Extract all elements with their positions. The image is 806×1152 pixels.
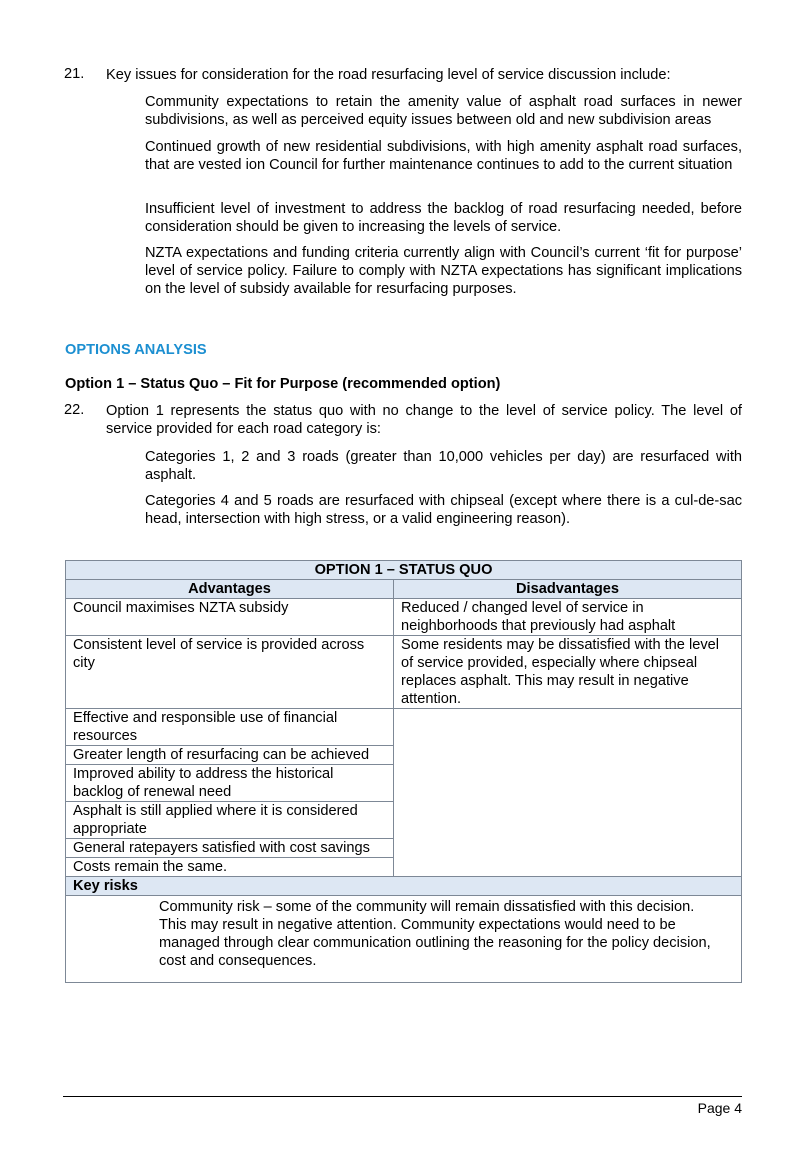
para-21-bullet-2: Continued growth of new residential subdivisions, with high amenity asphalt road surfaces, that are vested ion Council for further maintenance continues to add to the current situation (145, 139, 742, 173)
table-title: OPTION 1 – STATUS QUO (66, 561, 742, 580)
empty-disadvantage-cell (394, 709, 742, 877)
advantage-cell: Greater length of resurfacing can be achieved (66, 746, 394, 765)
disadvantages-header: Disadvantages (394, 580, 742, 599)
para-21-bullet-4: NZTA expectations and funding criteria currently align with Council’s current ‘fit for purpose’ level of service policy. Failure to comply with NZTA expectations has significant implications on the level of subsidy available for resurfacing purposes. (145, 245, 742, 297)
advantage-cell: Consistent level of service is provided across city (66, 636, 394, 709)
disadvantage-cell: Some residents may be dissatisfied with the level of service provided, especially where chipseal replaces asphalt. This may result in negative attention. (394, 636, 742, 709)
para-21-bullet-1: Community expectations to retain the amenity value of asphalt road surfaces in newer subdivisions, as well as perceived equity issues between old and new subdivision areas (145, 94, 742, 128)
advantage-cell: Effective and responsible use of financial resources (66, 709, 394, 746)
advantage-cell: Asphalt is still applied where it is considered appropriate (66, 802, 394, 839)
advantage-cell: General ratepayers satisfied with cost savings (66, 839, 394, 858)
page-number: Page 4 (697, 1100, 742, 1116)
option-1-table (65, 560, 742, 983)
bullet-icon (73, 898, 159, 970)
para-21-bullet-3: Insufficient level of investment to address the backlog of road resurfacing needed, before consideration should be given to increasing the levels of service. (145, 201, 742, 235)
option-1-heading: Option 1 – Status Quo – Fit for Purpose (recommended option) (65, 376, 501, 392)
advantages-header: Advantages (66, 580, 394, 599)
advantage-cell: Improved ability to address the historical backlog of renewal need (66, 765, 394, 802)
para-22-intro: Option 1 represents the status quo with no change to the level of service policy. The level of service provided for each road category is: (106, 403, 742, 437)
footer-divider (63, 1096, 742, 1097)
advantage-cell: Council maximises NZTA subsidy (66, 599, 394, 636)
key-risks-header: Key risks (66, 877, 742, 896)
key-risk-text: Community risk – some of the community will remain dissatisfied with this decision. This may result in negative attention. Community expectations would need to be managed through clear communication outlining the reasoning for the policy decision, cost and consequences. (159, 899, 711, 969)
para-22-bullet-1: Categories 1, 2 and 3 roads (greater than 10,000 vehicles per day) are resurfaced with asphalt. (145, 449, 742, 483)
para-21-number: 21. (64, 66, 85, 82)
para-22-number: 22. (64, 402, 85, 418)
key-risk-cell (66, 896, 742, 983)
options-analysis-heading: OPTIONS ANALYSIS (65, 342, 207, 358)
para-22-bullet-2: Categories 4 and 5 roads are resurfaced with chipseal (except where there is a cul-de-sac head, intersection with high stress, or a valid engineering reason). (145, 493, 742, 527)
para-21-intro: Key issues for consideration for the road resurfacing level of service discussion include: (106, 67, 671, 83)
advantage-cell: Costs remain the same. (66, 858, 394, 877)
disadvantage-cell: Reduced / changed level of service in neighborhoods that previously had asphalt (394, 599, 742, 636)
